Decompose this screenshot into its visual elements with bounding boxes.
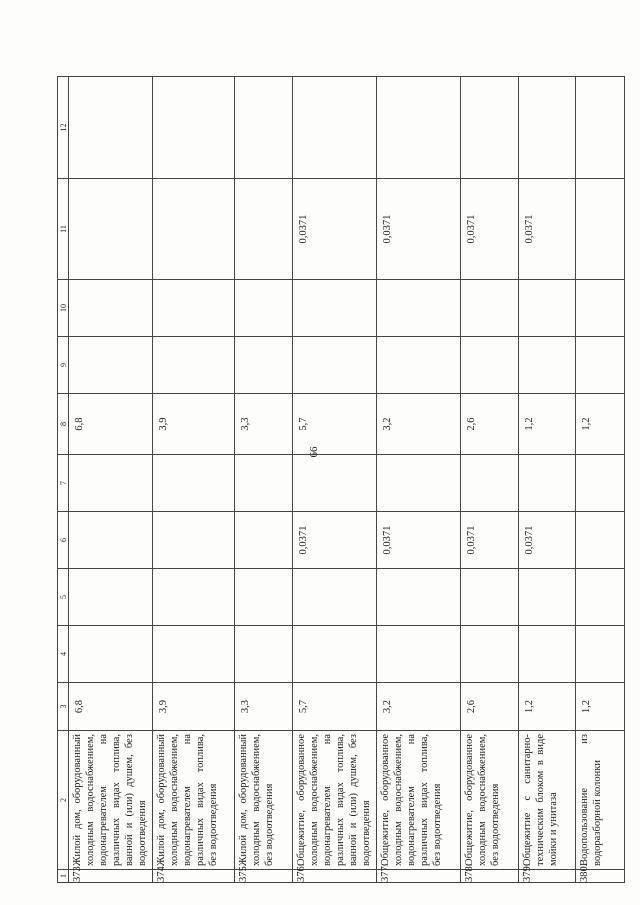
cell-col7	[293, 455, 377, 512]
cell-col3: 1,2	[576, 683, 625, 731]
cell-col3: 5,7	[293, 683, 377, 731]
cell-col11: 0,0371	[519, 179, 576, 280]
cell-col5	[519, 569, 576, 626]
table-row	[377, 77, 461, 883]
cell-col5	[293, 569, 377, 626]
cell-col4	[461, 626, 519, 683]
tariff-table	[57, 76, 625, 883]
cell-col5	[69, 569, 153, 626]
cell-col4	[519, 626, 576, 683]
col-header: 4	[58, 626, 69, 683]
cell-col10	[519, 280, 576, 337]
cell-col4	[377, 626, 461, 683]
cell-col12	[377, 77, 461, 179]
row-number: 379.	[519, 870, 576, 883]
cell-col3: 2,6	[461, 683, 519, 731]
row-description: Водопользование из водоразборной колонки	[576, 731, 625, 870]
col-header: 9	[58, 337, 69, 394]
row-description: Жилой дом, оборудованный холодным водоснабжением, без водоотведения	[235, 731, 293, 870]
cell-col11: 0,0371	[293, 179, 377, 280]
col-header: 10	[58, 280, 69, 337]
cell-col9	[461, 337, 519, 394]
cell-col4	[293, 626, 377, 683]
cell-col8: 3,3	[235, 394, 293, 455]
row-description: Жилой дом, оборудованный холодным водоснабжением, водонагревателем на различных видах топлива, без водоотведения	[153, 731, 235, 870]
cell-col12	[461, 77, 519, 179]
page-number: 66	[308, 446, 320, 458]
cell-col11: 0,0371	[461, 179, 519, 280]
row-number: 380.	[576, 870, 625, 883]
cell-col8: 3,9	[153, 394, 235, 455]
cell-col7	[153, 455, 235, 512]
row-description: Жилой дом, оборудованный холодным водоснабжением, водонагревателем на различных видах топлива, ванной и (или) душем, без водоотведения	[69, 731, 153, 870]
cell-col8: 5,7	[293, 394, 377, 455]
row-description: Общежитие, оборудованное холодным водоснабжением, водонагревателем на различных видах топлива, без водоотведения	[377, 731, 461, 870]
cell-col9	[235, 337, 293, 394]
cell-col3: 1,2	[519, 683, 576, 731]
table-row	[153, 77, 235, 883]
cell-col10	[293, 280, 377, 337]
cell-col12	[519, 77, 576, 179]
cell-col6: 0,0371	[293, 512, 377, 569]
cell-col12	[153, 77, 235, 179]
col-header: 8	[58, 394, 69, 455]
cell-col7	[576, 455, 625, 512]
table-row	[461, 77, 519, 883]
row-number: 374.	[153, 870, 235, 883]
row-number: 375.	[235, 870, 293, 883]
cell-col5	[153, 569, 235, 626]
table-row	[69, 77, 153, 883]
col-header: 2	[58, 731, 69, 870]
cell-col7	[461, 455, 519, 512]
cell-col10	[153, 280, 235, 337]
cell-col4	[576, 626, 625, 683]
row-number: 373.	[69, 870, 153, 883]
cell-col9	[293, 337, 377, 394]
cell-col6	[153, 512, 235, 569]
cell-col7	[519, 455, 576, 512]
row-description: Общежитие, оборудованное холодным водоснабжением, без водоотведения	[461, 731, 519, 870]
cell-col5	[377, 569, 461, 626]
cell-col6: 0,0371	[519, 512, 576, 569]
cell-col3: 3,3	[235, 683, 293, 731]
cell-col5	[576, 569, 625, 626]
table-row	[235, 77, 293, 883]
row-number: 377.	[377, 870, 461, 883]
cell-col5	[461, 569, 519, 626]
cell-col3: 3,9	[153, 683, 235, 731]
col-header: 3	[58, 683, 69, 731]
cell-col6: 0,0371	[377, 512, 461, 569]
cell-col12	[69, 77, 153, 179]
cell-col9	[153, 337, 235, 394]
col-header: 11	[58, 179, 69, 280]
col-header: 1	[58, 870, 69, 883]
cell-col10	[461, 280, 519, 337]
cell-col6: 0,0371	[461, 512, 519, 569]
cell-col10	[235, 280, 293, 337]
cell-col11: 0,0371	[377, 179, 461, 280]
cell-col9	[519, 337, 576, 394]
cell-col8: 3,2	[377, 394, 461, 455]
cell-col3: 6,8	[69, 683, 153, 731]
cell-col6	[576, 512, 625, 569]
cell-col8: 1,2	[576, 394, 625, 455]
cell-col12	[576, 77, 625, 179]
cell-col8: 2,6	[461, 394, 519, 455]
cell-col7	[377, 455, 461, 512]
cell-col7	[235, 455, 293, 512]
cell-col9	[69, 337, 153, 394]
cell-col10	[377, 280, 461, 337]
table-row	[293, 77, 377, 883]
cell-col4	[235, 626, 293, 683]
cell-col6	[69, 512, 153, 569]
table-row	[576, 77, 625, 883]
cell-col4	[153, 626, 235, 683]
cell-col9	[576, 337, 625, 394]
table-row	[519, 77, 576, 883]
cell-col11	[576, 179, 625, 280]
cell-col6	[235, 512, 293, 569]
cell-col3: 3,2	[377, 683, 461, 731]
cell-col8: 1,2	[519, 394, 576, 455]
rotated-table-wrapper	[57, 77, 623, 883]
row-number: 378.	[461, 870, 519, 883]
col-header: 12	[58, 77, 69, 179]
cell-col9	[377, 337, 461, 394]
cell-col12	[235, 77, 293, 179]
cell-col8: 6,8	[69, 394, 153, 455]
col-header: 6	[58, 512, 69, 569]
cell-col7	[69, 455, 153, 512]
row-description: Общежитие с санитарно-техническим блоком в виде мойки и унитаза	[519, 731, 576, 870]
col-header: 7	[58, 455, 69, 512]
row-number: 376.	[293, 870, 377, 883]
cell-col11	[235, 179, 293, 280]
cell-col11	[69, 179, 153, 280]
cell-col10	[576, 280, 625, 337]
cell-col5	[235, 569, 293, 626]
cell-col4	[69, 626, 153, 683]
cell-col11	[153, 179, 235, 280]
header-row	[58, 77, 69, 883]
cell-col12	[293, 77, 377, 179]
col-header: 5	[58, 569, 69, 626]
cell-col10	[69, 280, 153, 337]
row-description: Общежитие, оборудованное холодным водоснабжением, водонагревателем на различных видах топлива, ванной и (или) душем, без водоотведения	[293, 731, 377, 870]
